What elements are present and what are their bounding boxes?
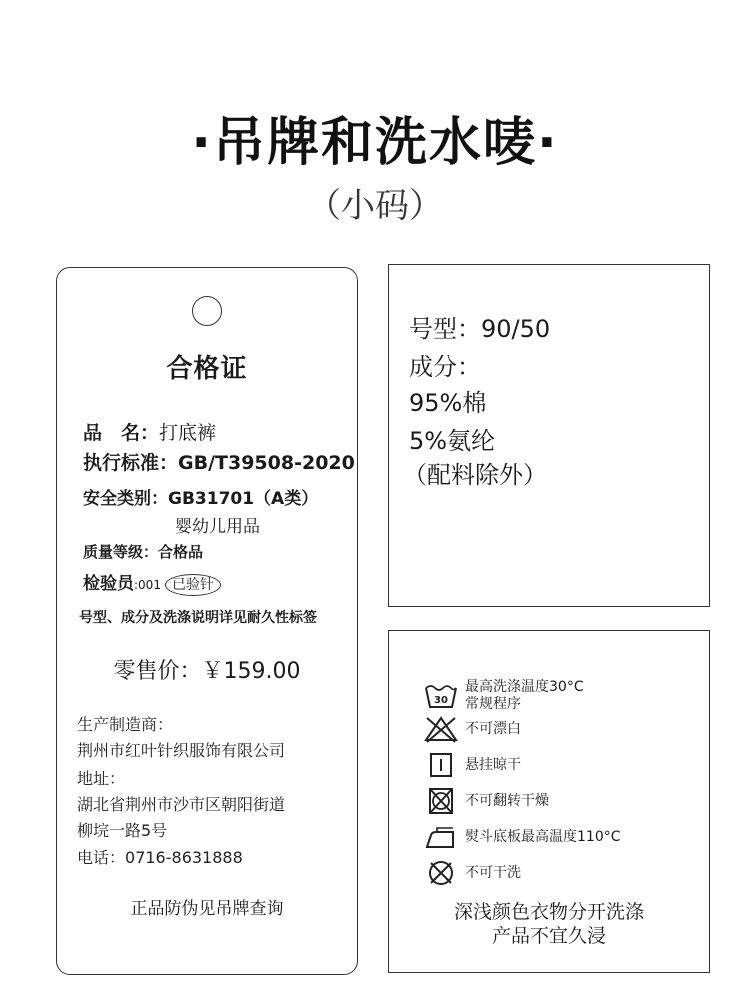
page-subtitle: （小码）: [307, 186, 443, 226]
no-bleach-icon: [423, 715, 459, 743]
care-text-dryclean: 不可干洗: [465, 864, 521, 881]
size-line: 号型：90/50: [409, 315, 551, 343]
grade-value: 合格品: [158, 543, 204, 561]
address-label: 地址：: [77, 769, 126, 788]
maker-name: 荆州市红叶针织服饰有限公司: [77, 741, 286, 760]
composition-label: 成分：: [409, 353, 481, 381]
address-line2: 柳垸一路5号: [77, 821, 168, 840]
hang-tag: [56, 267, 358, 975]
grade-row: [83, 541, 203, 562]
care-text-bleach: 不可漂白: [465, 720, 521, 737]
inspector-label: 检验员: [83, 574, 134, 594]
standard-label: 执行标准：: [83, 452, 179, 474]
standard-row: [83, 448, 355, 475]
care-item-iron: [423, 823, 621, 851]
safety-line2: 婴幼儿用品: [175, 517, 260, 537]
care-note-line2: 产品不宜久浸: [491, 925, 606, 947]
price-label: 零售价：: [113, 659, 202, 684]
tag-notice: 号型、成分及洗涤说明详见耐久性标签: [79, 610, 317, 626]
safety-row: [83, 484, 318, 509]
care-note-line1: 深浅颜色衣物分开洗涤: [453, 901, 644, 923]
safety-label: 安全类别：: [83, 489, 168, 509]
inspected-stamp: 已验针: [165, 574, 221, 596]
safety-value: GB31701（A类）: [168, 489, 319, 509]
care-item-dry: [423, 751, 521, 779]
standard-value: GB/T39508-2020: [178, 452, 355, 474]
care-text-tumble: 不可翻转干燥: [465, 792, 549, 809]
inspector-code: :001: [134, 578, 161, 592]
anti-fake-note: 正品防伪见吊牌查询: [130, 899, 284, 919]
wash-30-icon: [423, 682, 459, 710]
price-value: ￥159.00: [201, 659, 301, 684]
size-label-box: [388, 264, 710, 607]
grade-label: 质量等级：: [83, 543, 159, 561]
maker-label: 生产制造商：: [77, 715, 174, 734]
care-item-tumble: [423, 787, 549, 815]
material-cotton: 95%棉: [409, 389, 487, 417]
line-dry-icon: [423, 751, 459, 779]
retail-price: [57, 654, 357, 685]
address-line1: 湖北省荆州市沙市区朝阳街道: [77, 795, 286, 814]
wash-text-line2: 常规程序: [465, 696, 521, 712]
care-label-box: [388, 630, 710, 973]
no-tumble-dry-icon: [423, 787, 459, 815]
exclusion-note: （配料除外）: [403, 461, 547, 489]
no-dry-clean-icon: [423, 859, 459, 887]
care-item-wash: [423, 679, 584, 713]
svg-text:30: 30: [434, 695, 448, 706]
iron-icon: [423, 823, 459, 851]
product-name: 打底裤: [159, 422, 217, 444]
care-text-wash: [465, 679, 584, 713]
care-item-dryclean: [423, 859, 521, 887]
page-title: ·吊牌和洗水唛·: [191, 113, 559, 173]
product-name-label: 品 名：: [83, 422, 160, 444]
care-item-bleach: [423, 715, 521, 743]
care-text-iron: 熨斗底板最高温度110°C: [465, 828, 621, 845]
material-spandex: 5%氨纶: [409, 427, 496, 455]
wash-text-line1: 最高洗涤温度30°C: [465, 679, 584, 695]
inspector-row: [83, 569, 221, 596]
product-name-row: [83, 418, 216, 445]
care-text-dry: 悬挂晾干: [465, 756, 521, 773]
phone-row: [77, 845, 243, 868]
phone-label: 电话：: [77, 848, 126, 867]
tag-hole: [192, 296, 222, 326]
tag-heading: 合格证: [166, 354, 248, 384]
phone-number: 0716-8631888: [125, 848, 243, 867]
